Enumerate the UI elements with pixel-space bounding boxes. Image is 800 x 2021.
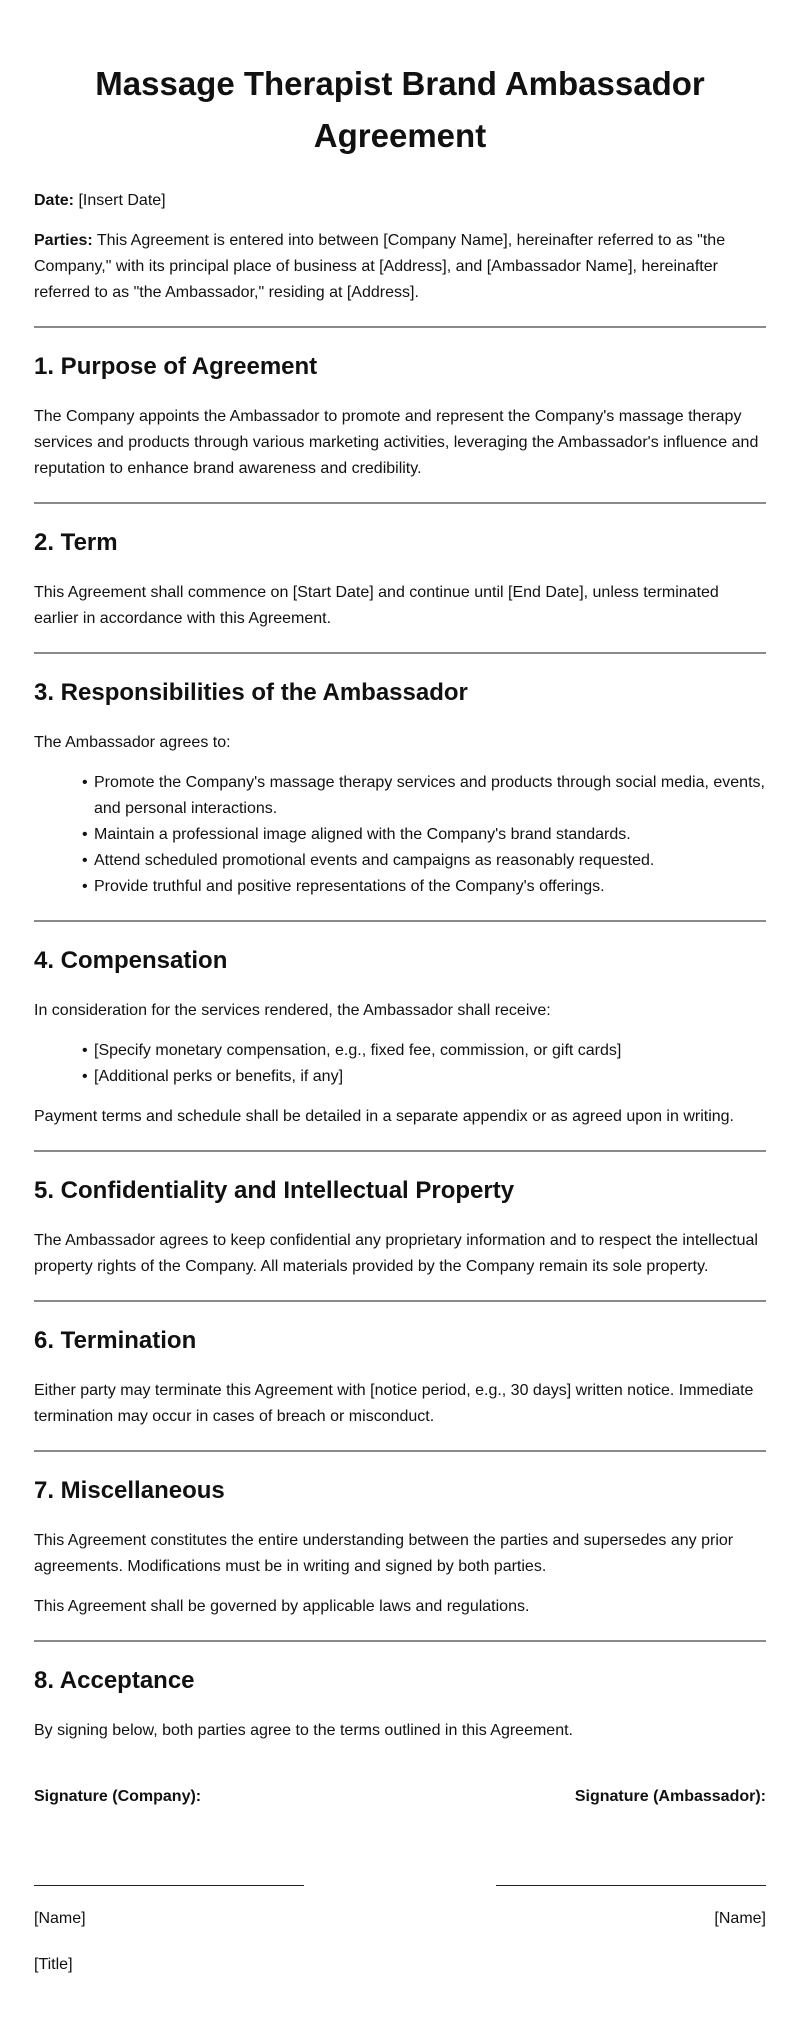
section-divider — [34, 1300, 766, 1302]
section-heading: 3. Responsibilities of the Ambassador — [34, 679, 468, 706]
section-text: Either party may terminate this Agreement with [notice period, e.g., 30 days] written notice. Immediate termination may occur in cases of breach or misconduct. — [34, 1382, 754, 1425]
section-heading: 4. Compensation — [34, 947, 228, 974]
list-item: • [Additional perks or benefits, if any] — [82, 1064, 766, 1090]
section-divider — [34, 1450, 766, 1452]
section-text: This Agreement shall be governed by applicable laws and regulations. — [34, 1598, 530, 1615]
list-item: • [Specify monetary compensation, e.g., fixed fee, commission, or gift cards] — [82, 1038, 766, 1064]
date-line — [34, 188, 766, 214]
section-divider — [34, 326, 766, 328]
section-compensation — [34, 946, 766, 1130]
section-outro: Payment terms and schedule shall be detailed in a separate appendix or as agreed upon in writing. — [34, 1108, 734, 1125]
section-heading: 5. Confidentiality and Intellectual Property — [34, 1177, 515, 1204]
section-text: The Ambassador agrees to keep confidential any proprietary information and to respect the intellectual property rights of the Company. All materials provided by the Company remain its sole property. — [34, 1232, 758, 1275]
list-item: • Attend scheduled promotional events and campaigns as reasonably requested. — [82, 848, 766, 874]
section-divider — [34, 1640, 766, 1642]
section-purpose — [34, 352, 766, 482]
section-text: The Company appoints the Ambassador to promote and represent the Company's massage therapy services and products through various marketing activities, leveraging the Ambassador's influence and reputation to enhance brand awareness and credibility. — [34, 408, 759, 477]
section-heading: 2. Term — [34, 529, 118, 556]
signature-company — [34, 1784, 304, 1978]
parties-paragraph — [34, 228, 766, 306]
date-label: Date: — [34, 192, 75, 209]
section-acceptance — [34, 1666, 766, 1744]
section-heading: 1. Purpose of Agreement — [34, 353, 318, 380]
list-item: • Provide truthful and positive representations of the Company's offerings. — [82, 874, 766, 900]
signature-ambassador — [496, 1784, 766, 1978]
signature-label: Signature (Company): — [34, 1788, 202, 1805]
section-intro: In consideration for the services rendered, the Ambassador shall receive: — [34, 1002, 551, 1019]
section-heading: 6. Termination — [34, 1327, 197, 1354]
signature-line — [34, 1884, 304, 1886]
section-text: This Agreement shall commence on [Start Date] and continue until [End Date], unless terminated earlier in accordance with this Agreement. — [34, 584, 719, 627]
signer-name: [Name] — [34, 1910, 86, 1927]
compensation-list — [34, 1038, 766, 1090]
signer-name: [Name] — [714, 1910, 766, 1927]
document-title: Massage Therapist Brand Ambassador Agreement — [95, 65, 705, 154]
section-divider — [34, 1150, 766, 1152]
section-text: This Agreement constitutes the entire understanding between the parties and supersedes any prior agreements. Modifications must be in writing and signed by both parties. — [34, 1532, 734, 1575]
date-value: [Insert Date] — [78, 192, 166, 209]
list-item: • Maintain a professional image aligned with the Company's brand standards. — [82, 822, 766, 848]
section-termination — [34, 1326, 766, 1430]
section-divider — [34, 920, 766, 922]
section-term — [34, 528, 766, 632]
list-item: • Promote the Company's massage therapy services and products through social media, events, and personal interactions. — [82, 770, 766, 822]
section-divider — [34, 652, 766, 654]
section-confidentiality — [34, 1176, 766, 1280]
section-text: By signing below, both parties agree to the terms outlined in this Agreement. — [34, 1722, 573, 1739]
parties-text: This Agreement is entered into between [Company Name], hereinafter referred to as "the Company," with its principal place of business at [Address], and [Ambassador Name], hereinafter referred to as "the Ambassador," residing at [Address]. — [34, 232, 726, 301]
signature-block — [34, 1784, 766, 1978]
section-intro: The Ambassador agrees to: — [34, 734, 231, 751]
section-heading: 7. Miscellaneous — [34, 1477, 225, 1504]
section-divider — [34, 502, 766, 504]
signature-label: Signature (Ambassador): — [574, 1788, 766, 1805]
section-responsibilities — [34, 678, 766, 900]
section-heading: 8. Acceptance — [34, 1667, 195, 1694]
parties-label: Parties: — [34, 232, 93, 249]
responsibilities-list — [34, 770, 766, 900]
signature-line — [496, 1884, 766, 1886]
section-miscellaneous — [34, 1476, 766, 1620]
signer-title: [Title] — [34, 1956, 73, 1973]
